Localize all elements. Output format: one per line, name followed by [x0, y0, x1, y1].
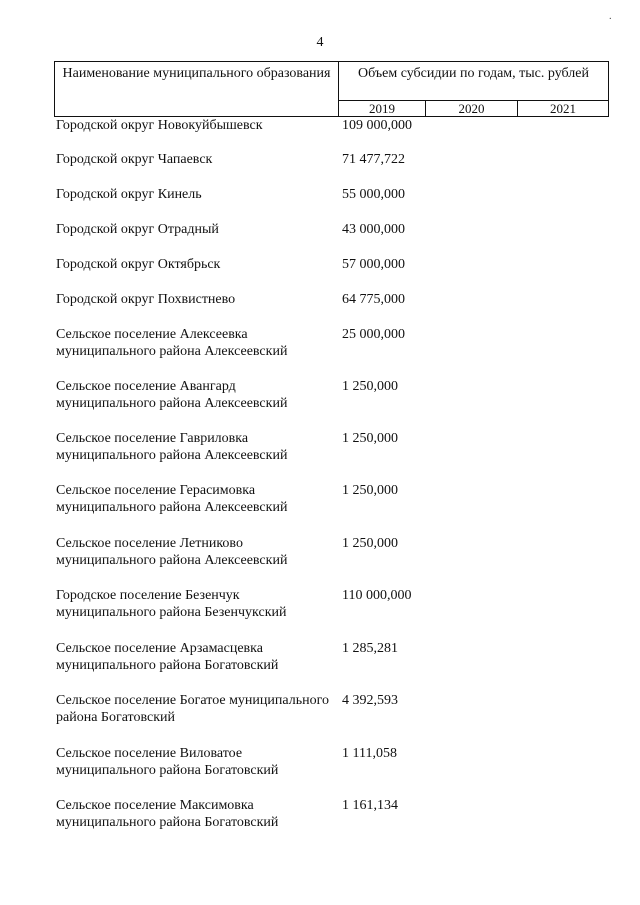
municipality-name: Сельское поселение Летниково муниципального района Алексеевский [56, 536, 288, 568]
subsidy-2019: 25 000,000 [342, 327, 405, 342]
subsidy-2019: 64 775,000 [342, 292, 405, 307]
subsidy-2019: 43 000,000 [342, 222, 405, 237]
municipality-name: Городской округ Похвистнево [56, 292, 236, 307]
subsidy-2019: 1 161,134 [342, 798, 398, 813]
municipality-name: Городское поселение Безенчук муниципального района Безенчукский [56, 588, 287, 620]
subsidy-2019: 110 000,000 [342, 588, 412, 603]
subsidy-2019: 1 111,058 [342, 746, 397, 761]
subsidy-2019: 109 000,000 [342, 118, 412, 133]
subsidy-2019: 1 250,000 [342, 431, 398, 446]
municipality-name: Городской округ Чапаевск [56, 152, 213, 167]
municipality-name: Сельское поселение Гавриловка муниципального района Алексеевский [56, 431, 288, 463]
municipality-name: Сельское поселение Арзамасцевка муниципального района Богатовский [56, 641, 279, 673]
subsidy-2019: 57 000,000 [342, 257, 405, 272]
subsidy-2019: 71 477,722 [342, 152, 405, 167]
municipality-name: Городской округ Кинель [56, 187, 202, 202]
header-subsidy: Объем субсидии по годам, тыс. рублей [358, 66, 589, 81]
municipality-name: Сельское поселение Авангард муниципального района Алексеевский [56, 379, 288, 411]
page-number: 4 [316, 35, 324, 50]
municipality-name: Сельское поселение Богатое муниципального района Богатовский [56, 693, 329, 725]
subsidy-2019: 1 250,000 [342, 483, 398, 498]
municipality-name: Сельское поселение Максимовка муниципального района Богатовский [56, 798, 279, 830]
header-year-2019: 2019 [369, 101, 395, 116]
subsidy-2019: 4 392,593 [342, 693, 398, 708]
header-year-2021: 2021 [550, 101, 576, 116]
subsidy-2019: 1 250,000 [342, 536, 398, 551]
municipality-name: Сельское поселение Алексеевка муниципального района Алексеевский [56, 327, 288, 359]
subsidy-2019: 1 250,000 [342, 379, 398, 394]
subsidy-2019: 1 285,281 [342, 641, 398, 656]
municipality-name: Сельское поселение Виловатое муниципального района Богатовский [56, 746, 279, 778]
municipality-name: Городской округ Новокуйбышевск [56, 118, 263, 133]
municipality-name: Городской округ Октябрьск [56, 257, 221, 272]
header-municipality: Наименование муниципального образования [62, 66, 331, 81]
subsidy-2019: 55 000,000 [342, 187, 405, 202]
table-header [54, 61, 609, 117]
municipality-name: Сельское поселение Герасимовка муниципального района Алексеевский [56, 483, 288, 515]
header-year-2020: 2020 [458, 101, 485, 116]
municipality-name: Городской округ Отрадный [56, 222, 219, 237]
scan-mark: · [608, 14, 612, 25]
